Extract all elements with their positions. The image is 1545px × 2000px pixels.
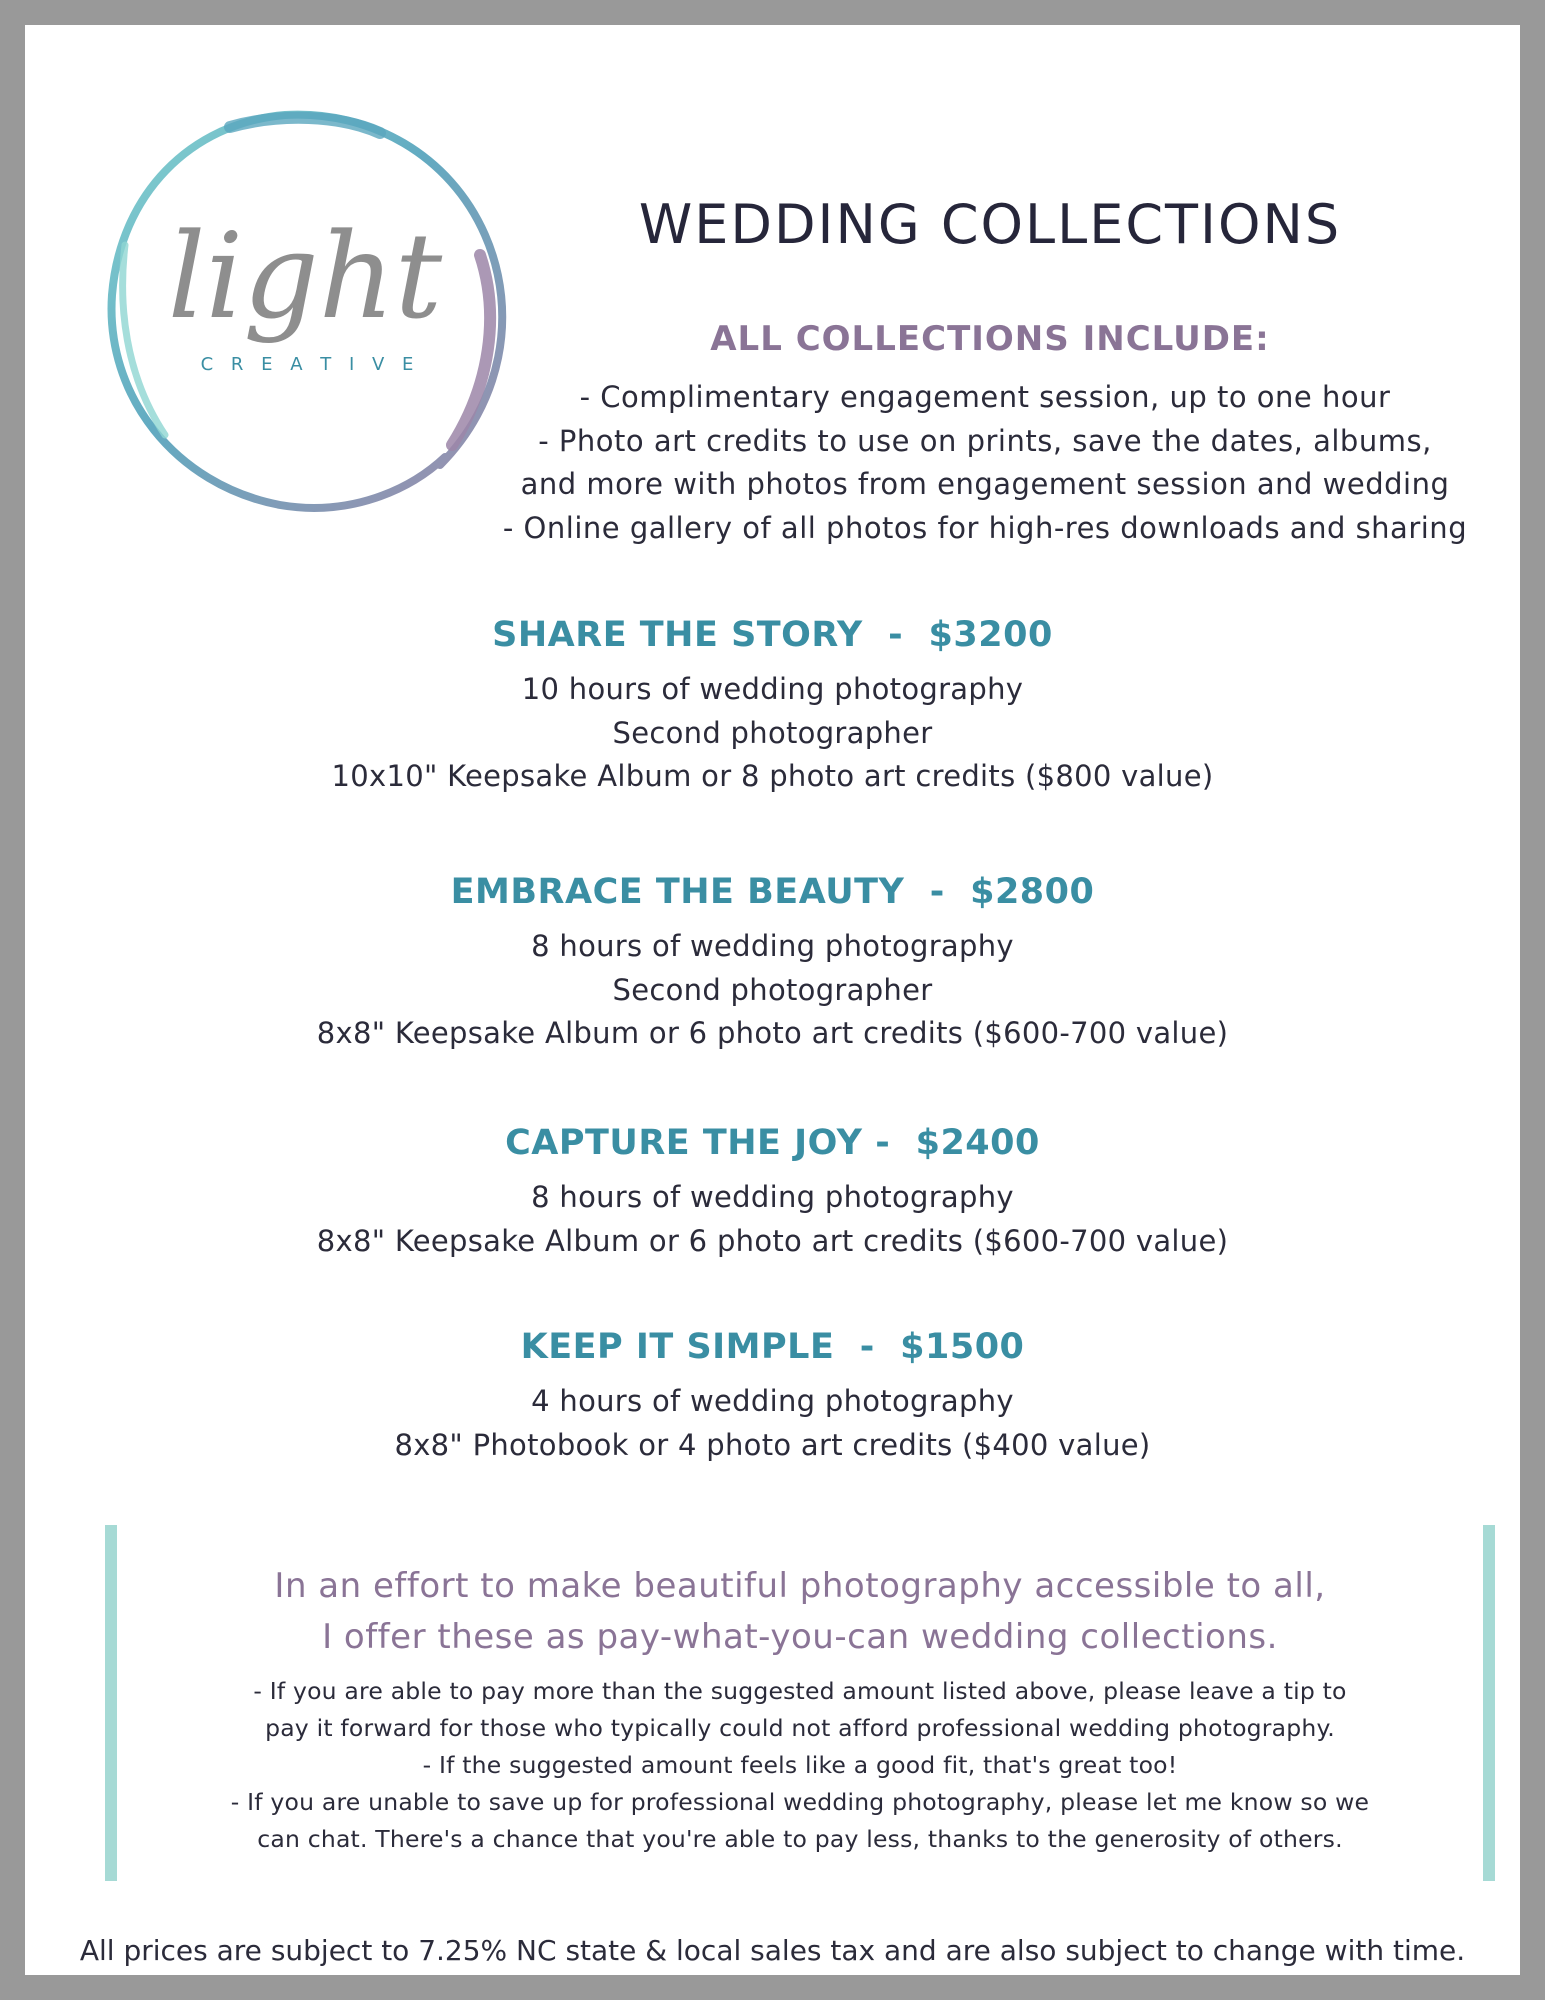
package-item: Second photographer bbox=[612, 715, 933, 750]
package-item: 10 hours of wedding photography bbox=[521, 672, 1024, 706]
page-title: WEDDING COLLECTIONS bbox=[638, 193, 1342, 256]
includes-line: - Online gallery of all photos for high-res downloads and sharing bbox=[502, 510, 1468, 545]
includes-line: - Photo art credits to use on prints, save the dates, albums, bbox=[538, 423, 1432, 458]
logo-subword: C R E A T I V E bbox=[200, 354, 420, 375]
package-item: 8x8" Keepsake Album or 6 photo art credits ($600-700 value) bbox=[316, 1223, 1229, 1258]
package-items bbox=[25, 925, 1520, 1056]
package-items bbox=[25, 1176, 1520, 1263]
package-embrace-the-beauty bbox=[25, 866, 1520, 1056]
package-items bbox=[25, 668, 1520, 799]
note-line: pay it forward for those who typically could not afford professional wedding photography. bbox=[265, 1714, 1335, 1742]
tax-disclaimer: All prices are subject to 7.25% NC state & local sales tax and are also subject to change with time. bbox=[79, 1934, 1466, 1967]
light-creative-logo bbox=[80, 85, 530, 535]
package-item: 8x8" Keepsake Album or 6 photo art credits ($600-700 value) bbox=[316, 1016, 1229, 1050]
package-capture-the-joy bbox=[25, 1117, 1520, 1263]
package-item: 8x8" Photobook or 4 photo art credits ($400 value) bbox=[394, 1427, 1151, 1462]
box-right-bar bbox=[1483, 1525, 1495, 1881]
package-title: KEEP IT SIMPLE - $1500 bbox=[520, 1327, 1025, 1367]
package-title: CAPTURE THE JOY - $2400 bbox=[505, 1123, 1040, 1163]
includes-list bbox=[465, 376, 1505, 550]
logo-graphic bbox=[80, 85, 530, 535]
includes-line: and more with photos from engagement session and wedding bbox=[520, 467, 1450, 501]
pay-what-you-can-notes bbox=[125, 1673, 1475, 1858]
package-item: 4 hours of wedding photography bbox=[531, 1384, 1014, 1418]
pay-what-you-can-box bbox=[105, 1525, 1495, 1881]
package-item: Second photographer bbox=[612, 972, 933, 1007]
includes-line: - Complimentary engagement session, up to one hour bbox=[579, 380, 1391, 414]
package-title: SHARE THE STORY - $3200 bbox=[492, 615, 1053, 655]
document-page bbox=[25, 25, 1520, 1975]
package-keep-it-simple bbox=[25, 1321, 1520, 1467]
box-left-bar bbox=[105, 1525, 117, 1881]
lead-line: In an effort to make beautiful photography accessible to all, bbox=[274, 1566, 1326, 1606]
package-title: EMBRACE THE BEAUTY - $2800 bbox=[450, 872, 1095, 912]
note-line: - If you are unable to save up for professional wedding photography, please let me know so we bbox=[230, 1788, 1370, 1816]
note-line: - If you are able to pay more than the suggested amount listed above, please leave a tip to bbox=[253, 1677, 1347, 1705]
lead-line: I offer these as pay-what-you-can wedding collections. bbox=[322, 1617, 1278, 1657]
logo-word: light bbox=[167, 207, 443, 345]
package-share-the-story bbox=[25, 609, 1520, 799]
package-item: 8 hours of wedding photography bbox=[531, 1180, 1014, 1214]
pay-what-you-can-lead bbox=[125, 1561, 1475, 1663]
package-item: 10x10" Keepsake Album or 8 photo art credits ($800 value) bbox=[331, 759, 1214, 793]
note-line: - If the suggested amount feels like a good fit, that's great too! bbox=[422, 1751, 1178, 1779]
note-line: can chat. There's a chance that you're able to pay less, thanks to the generosity of others. bbox=[257, 1825, 1343, 1853]
includes-heading: ALL COLLECTIONS INCLUDE: bbox=[710, 319, 1270, 359]
package-items bbox=[25, 1380, 1520, 1467]
package-item: 8 hours of wedding photography bbox=[531, 929, 1014, 963]
